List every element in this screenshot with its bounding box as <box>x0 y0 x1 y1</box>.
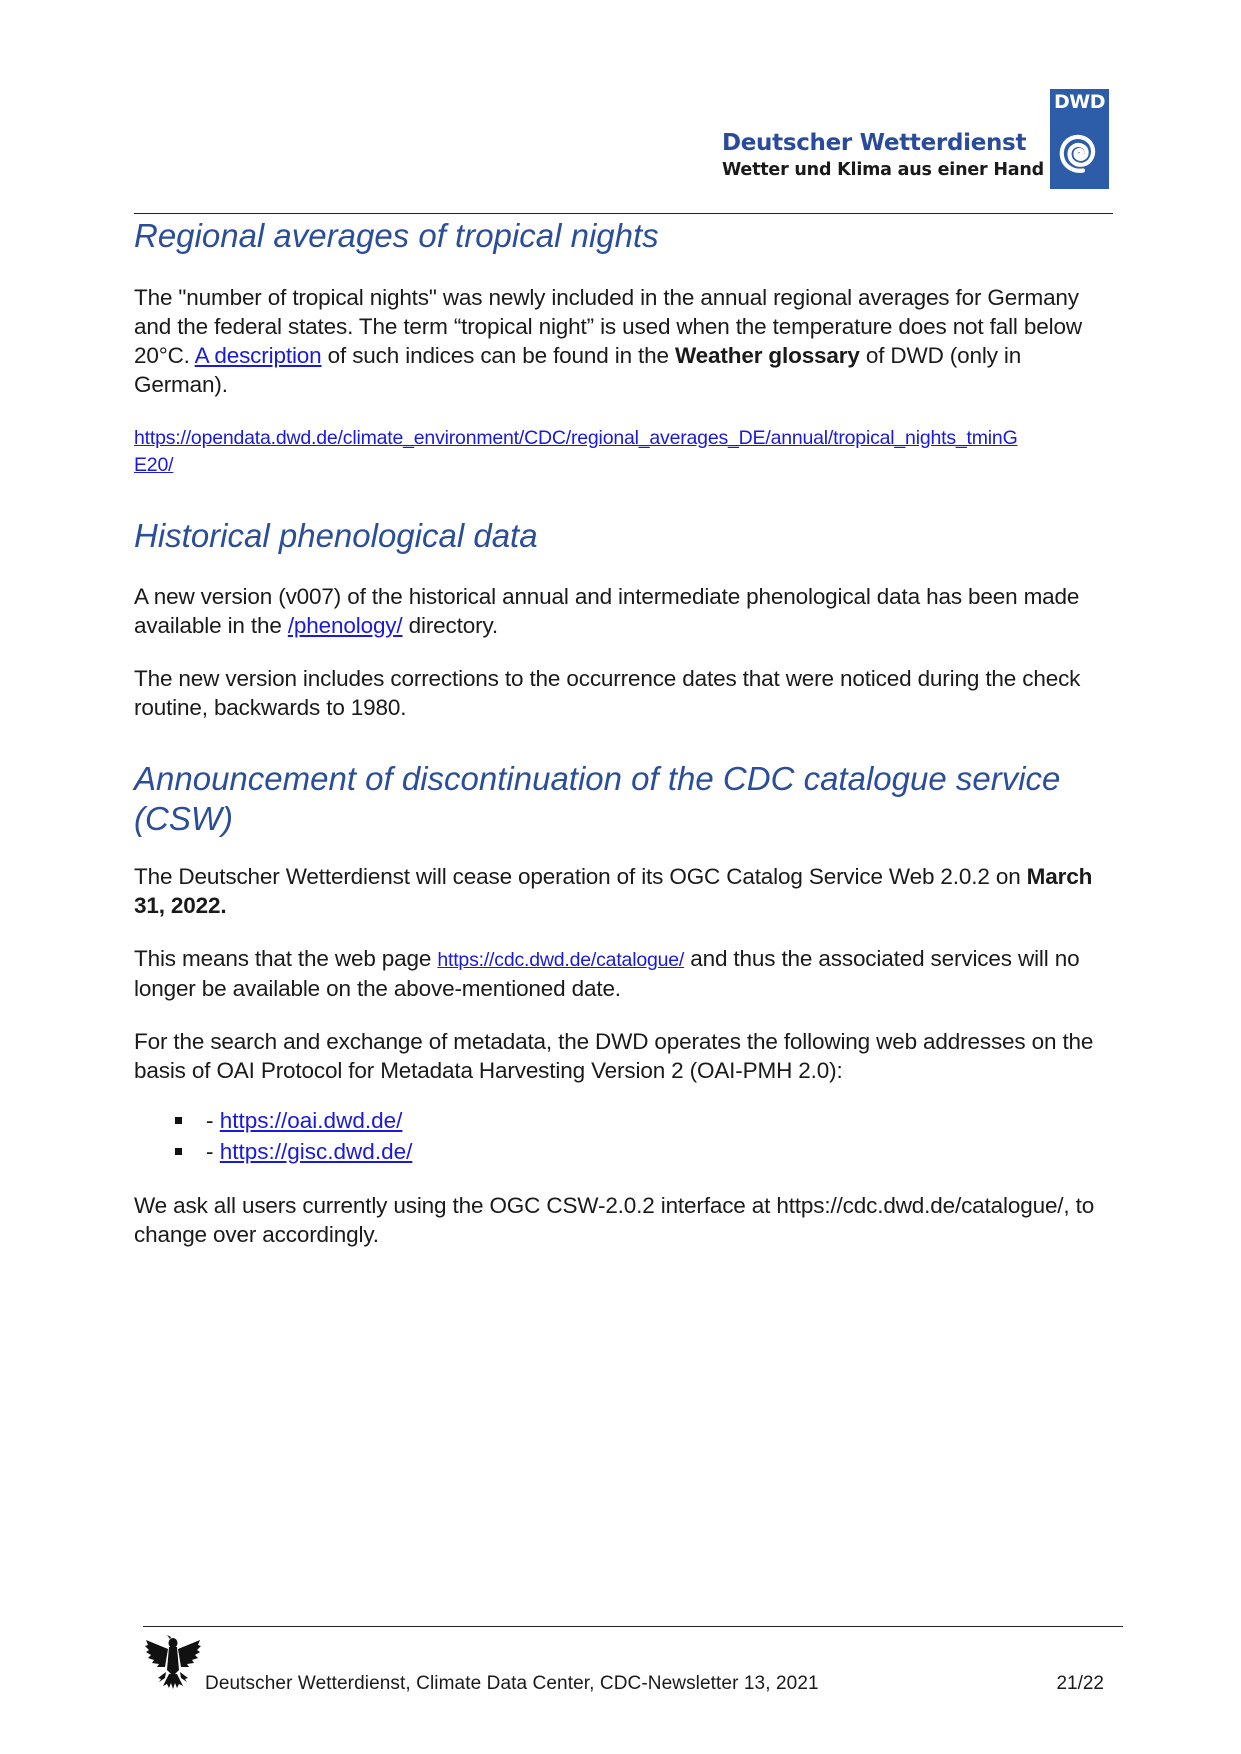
list-prefix: - <box>206 1108 220 1133</box>
catalogue-link[interactable]: https://cdc.dwd.de/catalogue/ <box>437 949 685 971</box>
tropical-nights-paragraph <box>134 283 1109 399</box>
weather-glossary-label: Weather glossary <box>674 343 860 368</box>
gisc-link[interactable]: https://gisc.dwd.de/ <box>219 1139 413 1164</box>
bullet-icon <box>175 1117 182 1124</box>
bullet-icon <box>175 1148 182 1155</box>
tropical-nights-url-paragraph <box>134 425 1109 479</box>
csw-paragraph-3: For the search and exchange of metadata, the DWD operates the following web addresses on the basis of OAI Protocol for Metadata Harvesting Version 2 (OAI-PMH 2.0): <box>134 1029 1094 1083</box>
phenology-directory-link[interactable]: /phenology/ <box>287 613 403 638</box>
header-divider <box>134 213 1113 214</box>
paragraph-text: A new version (v007) of the historical annual and intermediate phenological data has been made available in the <box>134 584 1080 638</box>
oai-link[interactable]: https://oai.dwd.de/ <box>219 1108 403 1133</box>
list-item <box>134 1136 1109 1167</box>
logo-abbreviation: DWD <box>1053 91 1105 113</box>
cease-date: March 31, 2022. <box>134 864 1093 918</box>
url-line-1: https://opendata.dwd.de/climate_environment/CDC/regional_averages_DE/annual/tropical_nights_tminG <box>134 427 1018 449</box>
org-name: Deutscher Wetterdienst <box>721 130 1027 156</box>
csw-paragraph-4: We ask all users currently using the OGC CSW-2.0.2 interface at https://cdc.dwd.de/catalogue/, to change over accordingly. <box>134 1193 1095 1247</box>
spiral-icon <box>1055 125 1104 181</box>
list-prefix: - <box>206 1139 220 1164</box>
phenological-paragraph-1 <box>134 582 1109 640</box>
paragraph-text: This means that the web page <box>134 946 438 971</box>
newsletter-content <box>134 216 1109 1249</box>
footer-divider <box>143 1626 1123 1627</box>
section-heading-tropical-nights: Regional averages of tropical nights <box>134 217 659 254</box>
paragraph-text: The "number of tropical nights" was newly included in the annual regional averages for Germany and the federal states. The term “tropical night” is used when the temperature does not fall below 20°C. <box>134 285 1082 368</box>
dwd-logo <box>1050 89 1109 189</box>
paragraph-text: of DWD (only in German). <box>134 343 1022 397</box>
heading-line-2: (CSW) <box>134 800 233 837</box>
org-tagline: Wetter und Klima aus einer Hand <box>721 160 1044 180</box>
csw-paragraph-2 <box>134 944 1109 1003</box>
footer-text: Deutscher Wetterdienst, Climate Data Center, CDC-Newsletter 13, 2021 <box>205 1673 819 1694</box>
oai-address-list <box>134 1105 1109 1167</box>
heading-line-1: Announcement of discontinuation of the CDC catalogue service <box>134 760 1061 797</box>
section-heading-phenological: Historical phenological data <box>134 517 538 554</box>
paragraph-text: and thus the associated services will no longer be available on the above-mentioned date. <box>134 946 1080 1001</box>
page-number: 21/22 <box>1056 1673 1104 1694</box>
paragraph-text: of such indices can be found in the <box>321 343 675 368</box>
phenological-paragraph-2: The new version includes corrections to the occurrence dates that were noticed during the check routine, backwards to 1980. <box>134 666 1081 720</box>
list-item <box>134 1105 1109 1136</box>
description-link[interactable]: A description <box>194 343 322 368</box>
url-line-2: E20/ <box>134 454 174 476</box>
paragraph-text: The Deutscher Wetterdienst will cease operation of its OGC Catalog Service Web 2.0.2 on <box>134 864 1027 889</box>
federal-eagle-icon <box>143 1632 203 1692</box>
section-heading-csw <box>134 759 1109 839</box>
paragraph-text: directory. <box>402 613 498 638</box>
dwd-logo-text <box>722 128 1044 182</box>
csw-paragraph-1 <box>134 862 1109 920</box>
opendata-url-link[interactable] <box>134 427 1018 476</box>
